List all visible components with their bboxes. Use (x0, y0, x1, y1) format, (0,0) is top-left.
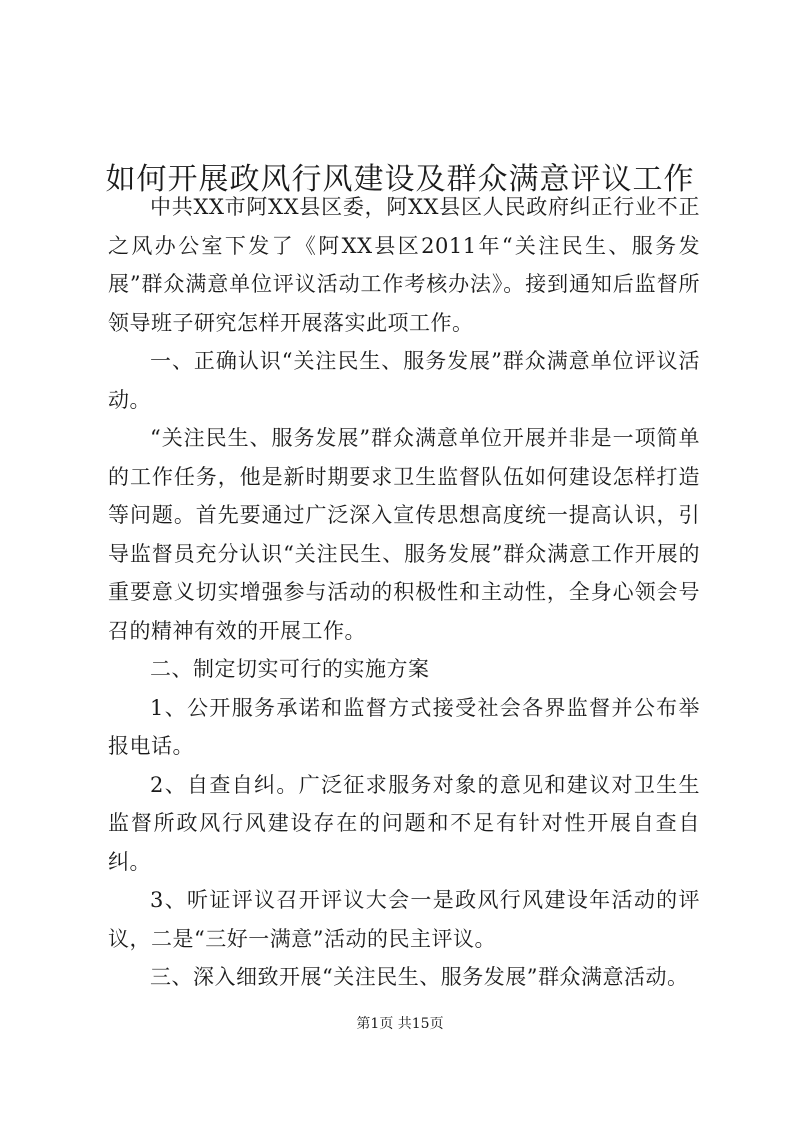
page-number-footer: 第1页 共15页 (356, 1016, 444, 1032)
section-heading-1: 一、正确认识“关注民生、服务发展”群众满意单位评议活动。 (108, 349, 700, 412)
list-item-2: 2、自查自纠。广泛征求服务对象的意见和建议对卫生生监督所政风行风建设存在的问题和不足有针对性开展自查自纠。 (108, 772, 700, 874)
document-title: 如何开展政风行风建设及群众满意评议工作 (105, 162, 695, 198)
list-item-3: 3、听证评议召开评议大会一是政风行风建设年活动的评议，二是“三好一满意”活动的民主评议。 (108, 888, 700, 951)
section-heading-2: 二、制定切实可行的实施方案 (150, 657, 430, 681)
paragraph-intro: 中共XX市阿XX县区委，阿XX县区人民政府纠正行业不正之风办公室下发了《阿XX县区2011年“关注民生、服务发展”群众满意单位评议活动工作考核办法》。接到通知后监督所领导班子研究怎样开展落实此项工作。 (108, 195, 700, 335)
section-heading-3: 三、深入细致开展“关注民生、服务发展”群众满意活动。 (150, 965, 689, 989)
paragraph-section-1: “关注民生、服务发展”群众满意单位开展并非是一项简单的工作任务，他是新时期要求卫生监督队伍如何建设怎样打造等问题。首先要通过广泛深入宣传思想高度统一提高认识，引导监督员充分认识“关注民生、服务发展”群众满意工作开展的重要意义切实增强参与活动的积极性和主动性，全身心领会号召的精神有效的开展工作。 (108, 426, 700, 643)
list-item-1: 1、公开服务承诺和监督方式接受社会各界监督并公布举报电话。 (108, 695, 700, 758)
document-body (108, 188, 700, 997)
